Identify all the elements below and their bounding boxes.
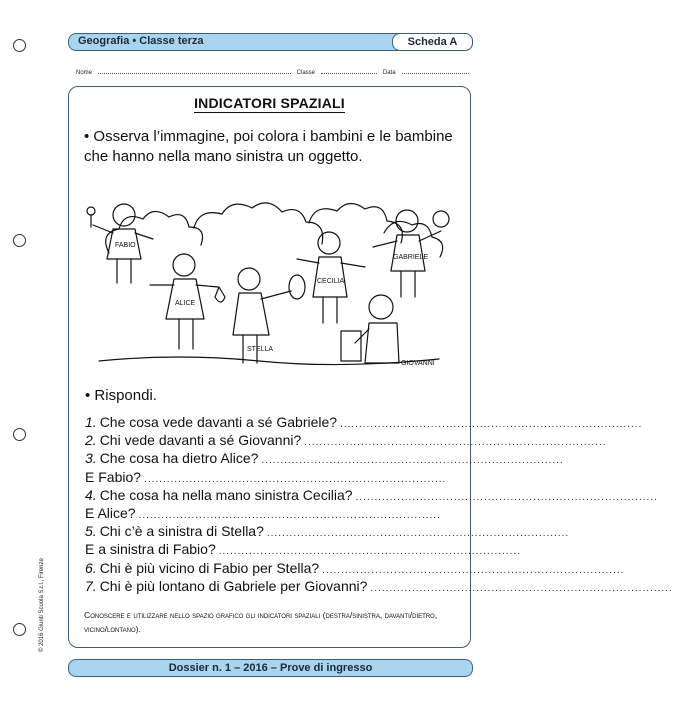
answer-line[interactable]: ................................................................................ (355, 491, 658, 503)
question-row (85, 559, 625, 578)
label-fabio: FABIO (115, 242, 136, 249)
footer-bar: Dossier n. 1 – 2016 – Prove di ingresso (68, 659, 473, 677)
date-field[interactable] (402, 68, 469, 74)
question-row (85, 505, 457, 523)
exercise-card (68, 86, 673, 648)
question-text: Chi è più lontano di Gabriele per Giovanni? (99, 577, 368, 594)
exercise-title: INDICATORI SPAZIALI (194, 95, 345, 111)
label-alice: ALICE (175, 300, 196, 307)
question-number: 3. (85, 450, 97, 467)
label-giovanni: GIOVANNI (401, 360, 435, 367)
sheet-label: Scheda A (392, 33, 473, 51)
instruction-text: • Osserva l’immagine, poi colora i bambini e le bambine che hanno nella mano sinistra un oggetto. (84, 128, 453, 165)
answer-line[interactable]: ................................................................................ (261, 455, 564, 467)
answer-line[interactable]: ................................................................................ (322, 564, 625, 576)
name-field[interactable] (98, 68, 291, 74)
class-label: Classe (296, 70, 316, 76)
question-number: 5. (85, 523, 97, 540)
question-list (85, 414, 673, 596)
binder-hole (13, 39, 26, 52)
question-number: 1. (85, 414, 97, 430)
answer-prompt: • Rispondi. (85, 387, 157, 404)
children-illustration (79, 183, 459, 383)
answer-line[interactable]: ................................................................................ (340, 419, 643, 430)
question-text: Che cosa ha dietro Alice? (99, 450, 259, 467)
question-text: E a sinistra di Fabio? (85, 541, 216, 558)
question-text: Chi è più vicino di Fabio per Stella? (99, 559, 320, 576)
question-text: Chi vede davanti a sé Giovanni? (99, 432, 302, 449)
question-row (85, 432, 607, 450)
question-text: E Fabio? (85, 468, 142, 485)
question-text: E Alice? (85, 504, 136, 521)
objective-note: Conoscere e utilizzare nello spazio grafico gli indicatori spaziali (destra/sinistra, davanti/dietro, vicino/lontano). (84, 610, 438, 634)
answer-line[interactable]: ................................................................................ (144, 473, 447, 485)
binder-hole (13, 234, 26, 247)
class-field[interactable] (321, 68, 377, 74)
answer-line[interactable]: ................................................................................ (304, 437, 607, 449)
question-number: 4. (85, 486, 97, 503)
answer-line[interactable]: ................................................................................ (266, 528, 570, 540)
question-row (85, 541, 521, 559)
header-bar (68, 33, 473, 51)
question-text: Che cosa vede davanti a sé Gabriele? (99, 414, 338, 430)
answer-line[interactable]: ................................................................................ (370, 582, 673, 594)
answer-line[interactable]: ................................................................................ (138, 509, 441, 521)
answer-line[interactable]: ................................................................................ (218, 546, 521, 558)
copyright-text: © 2016 Giunti Scuola S.r.l., Firenze (39, 558, 45, 652)
date-label: Data (382, 70, 396, 76)
label-stella: STELLA (247, 346, 274, 353)
question-number: 6. (85, 559, 97, 576)
binder-hole (13, 428, 26, 441)
question-number: 2. (85, 432, 97, 449)
subject-title: Geografia • Classe terza (78, 35, 204, 47)
label-gabriele: GABRIELE (393, 254, 429, 261)
binder-hole (13, 623, 26, 636)
question-row (85, 469, 457, 487)
question-number: 7. (85, 577, 97, 594)
question-row (85, 523, 570, 541)
label-cecilia: CECILIA (317, 278, 345, 285)
question-row (85, 577, 673, 596)
question-row (85, 486, 658, 505)
student-fields (76, 68, 469, 76)
question-row (85, 414, 643, 432)
question-text: Chi c’è a sinistra di Stella? (99, 523, 264, 540)
question-row (85, 450, 564, 468)
name-label: Nome (76, 70, 93, 76)
question-text: Che cosa ha nella mano sinistra Cecilia? (99, 486, 353, 503)
